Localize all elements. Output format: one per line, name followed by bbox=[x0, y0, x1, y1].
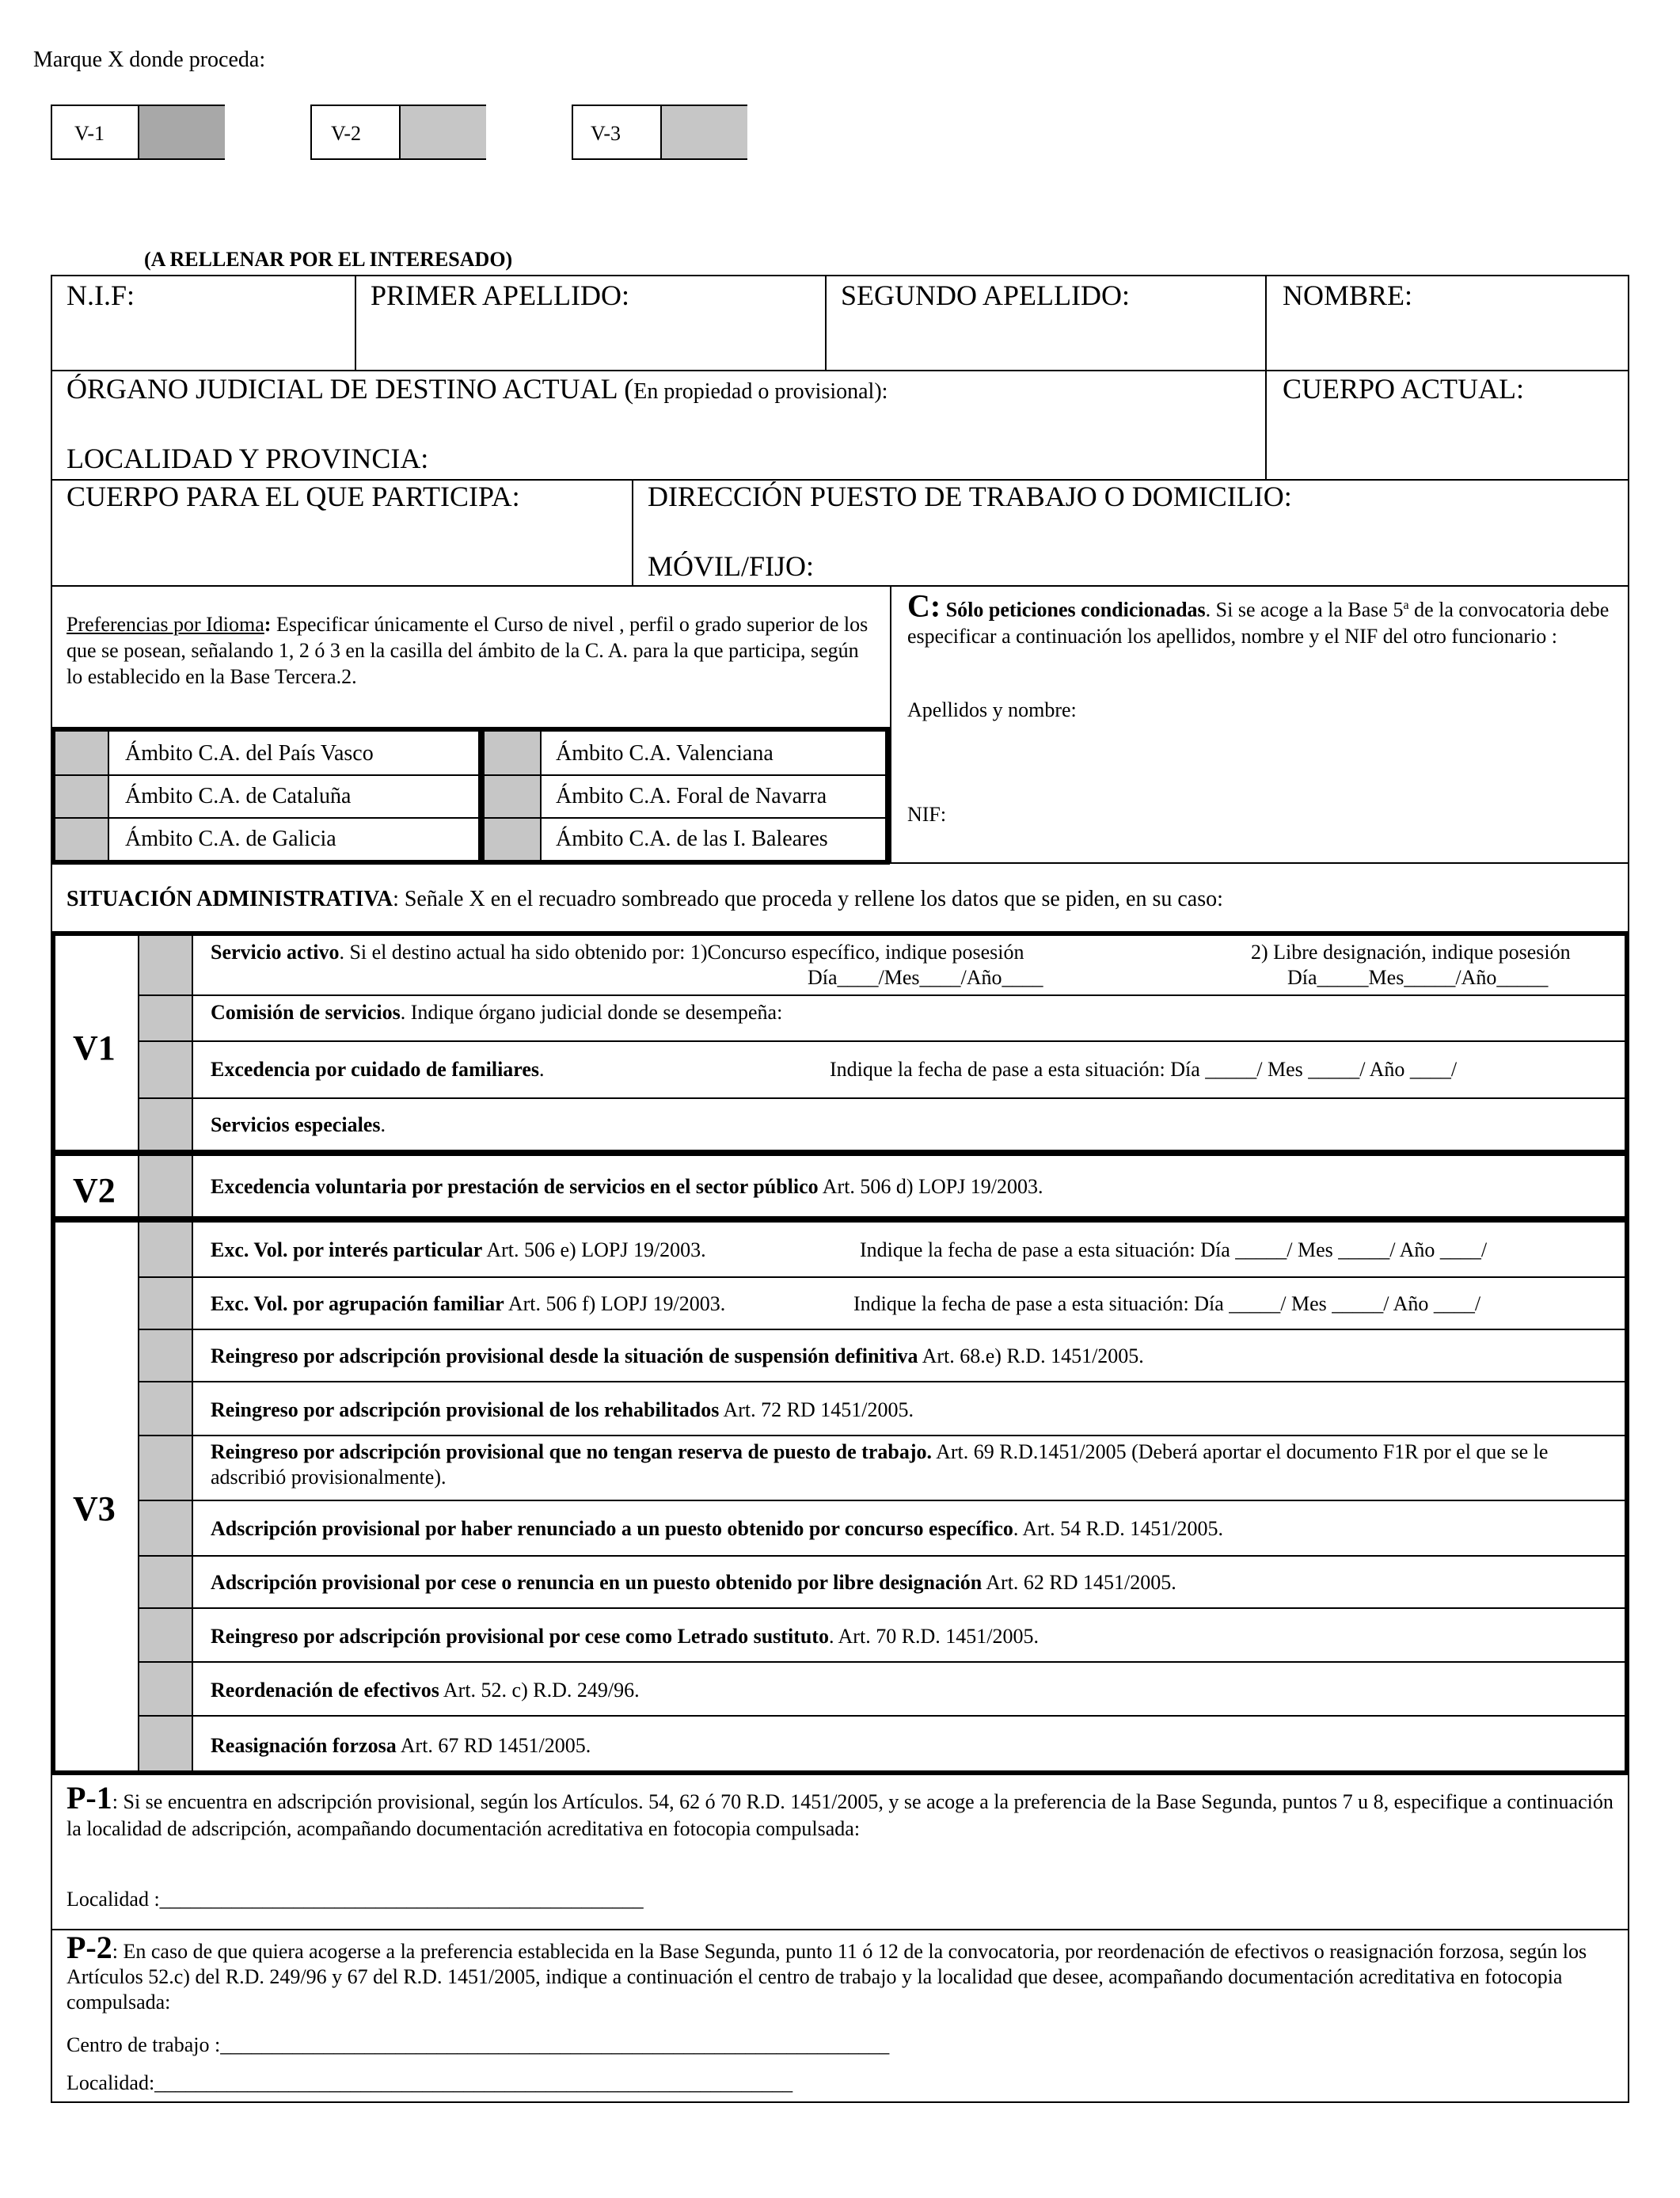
condicionadas-letter: C: bbox=[907, 588, 941, 624]
v3-libre-designacion-box[interactable] bbox=[139, 1555, 192, 1607]
v2-label: V2 bbox=[73, 1171, 116, 1210]
ambito-cataluna-box[interactable] bbox=[55, 774, 108, 817]
v3-row-5-desc: Art. 69 R.D.1451/2005 (Deberá aportar el documento F1R por el que se le adscribió provisionalmente). bbox=[211, 1440, 1549, 1489]
v3-row-2-title: Exc. Vol. por agrupación familiar bbox=[211, 1292, 504, 1315]
v1-servicios-especiales-dot: . bbox=[380, 1113, 386, 1136]
organo-label-main: ÓRGANO JUDICIAL DE DESTINO ACTUAL ( bbox=[67, 373, 634, 405]
primer-apellido-field[interactable] bbox=[358, 310, 823, 367]
cuerpo-actual-label: CUERPO ACTUAL: bbox=[1283, 373, 1525, 405]
v3-row-6-title: Adscripción provisional por haber renunciado a un puesto obtenido por concurso específico bbox=[211, 1517, 1013, 1540]
v1-comision-box[interactable] bbox=[139, 994, 192, 1040]
nif-label: N.I.F: bbox=[67, 280, 135, 311]
p2-centro-field[interactable]: Centro de trabajo :_________________________________________________________________ bbox=[67, 2033, 890, 2056]
v1-comision-desc: . Indique órgano judicial donde se desempeña: bbox=[400, 1001, 783, 1024]
v3-row-2 bbox=[211, 1292, 725, 1316]
v3-row-5 bbox=[211, 1439, 1604, 1490]
v3-row-6 bbox=[211, 1517, 1223, 1541]
instruction-text: Marque X donde proceda: bbox=[33, 48, 266, 72]
v1-servicios-especiales-text bbox=[211, 1113, 386, 1137]
nombre-field[interactable] bbox=[1268, 310, 1626, 367]
v3-row-1-desc: Art. 506 e) LOPJ 19/2003. bbox=[482, 1238, 706, 1261]
v3-row-1 bbox=[211, 1238, 706, 1262]
v1-block bbox=[51, 931, 1629, 1154]
v3-reasignacion-box[interactable] bbox=[139, 1715, 192, 1770]
v3-row-9-title: Reordenación de efectivos bbox=[211, 1679, 439, 1702]
v1-comision-title: Comisión de servicios bbox=[211, 1001, 401, 1024]
v3-block bbox=[51, 1218, 1629, 1775]
option-v3 bbox=[572, 105, 747, 160]
fill-note: (A RELLENAR POR EL INTERESADO) bbox=[144, 248, 513, 271]
condicionadas-title: Sólo peticiones condicionadas bbox=[941, 598, 1206, 622]
v3-row-4-desc: Art. 72 RD 1451/2005. bbox=[719, 1398, 914, 1421]
v3-row-7-desc: Art. 62 RD 1451/2005. bbox=[982, 1571, 1176, 1594]
v1-servicio-activo-title: Servicio activo bbox=[211, 941, 340, 964]
condicionadas-nif-field[interactable] bbox=[958, 798, 1615, 854]
p1-label: P-1 bbox=[67, 1780, 112, 1816]
v3-row-3-title: Reingreso por adscripción provisional desde la situación de suspensión definitiva bbox=[211, 1344, 918, 1367]
option-v2-label: V-2 bbox=[331, 122, 362, 145]
ambito-right-grid bbox=[480, 727, 890, 865]
v1-servicio-activo-desc: . Si el destino actual ha sido obtenido por: 1)Concurso específico, indique posesión bbox=[339, 941, 1024, 964]
v1-concurso-date[interactable]: Día____/Mes____/Año____ bbox=[808, 966, 1043, 989]
option-v2-checkbox[interactable] bbox=[399, 106, 486, 158]
v3-row-3 bbox=[211, 1344, 1144, 1368]
segundo-apellido-field[interactable] bbox=[828, 310, 1264, 367]
v3-row-7-title: Adscripción provisional por cese o renuncia en un puesto obtenido por libre designación bbox=[211, 1571, 983, 1594]
v3-row-10-desc: Art. 67 RD 1451/2005. bbox=[396, 1734, 591, 1757]
v1-libre-designacion-text: 2) Libre designación, indique posesión bbox=[1251, 941, 1571, 964]
v3-interes-particular-box[interactable] bbox=[139, 1223, 192, 1276]
v3-row-1-title: Exc. Vol. por interés particular bbox=[211, 1238, 483, 1261]
v3-renuncia-concurso-box[interactable] bbox=[139, 1500, 192, 1555]
situacion-text bbox=[67, 887, 1223, 912]
ambito-navarra-label: Ámbito C.A. Foral de Navarra bbox=[556, 784, 827, 808]
cuerpo-participa-label: CUERPO PARA EL QUE PARTICIPA: bbox=[67, 481, 520, 512]
v1-excedencia-dot: . bbox=[539, 1058, 545, 1081]
idioma-label: Preferencias por Idioma bbox=[67, 613, 264, 636]
v3-row-2-date[interactable]: Indique la fecha de pase a esta situación: Día _____/ Mes _____/ Año ____/ bbox=[853, 1292, 1481, 1315]
v3-reordenacion-box[interactable] bbox=[139, 1661, 192, 1715]
v1-excedencia-text bbox=[211, 1058, 545, 1082]
option-v1-label: V-1 bbox=[74, 122, 105, 145]
option-v3-label: V-3 bbox=[591, 122, 621, 145]
v3-row-4-title: Reingreso por adscripción provisional de los rehabilitados bbox=[211, 1398, 720, 1421]
idioma-text bbox=[67, 611, 874, 690]
condicionadas-text bbox=[907, 588, 1620, 649]
v3-row-6-desc: . Art. 54 R.D. 1451/2005. bbox=[1013, 1517, 1223, 1540]
v1-comision-text bbox=[211, 1001, 782, 1025]
v3-row-1-date[interactable]: Indique la fecha de pase a esta situación: Día _____/ Mes _____/ Año ____/ bbox=[860, 1238, 1488, 1261]
p2-text bbox=[67, 1930, 1618, 2015]
idioma-colon: : bbox=[264, 613, 272, 636]
ambito-galicia-box[interactable] bbox=[55, 817, 108, 860]
v1-servicios-especiales-box[interactable] bbox=[139, 1097, 192, 1150]
movil-fijo-label: MÓVIL/FIJO: bbox=[648, 550, 815, 582]
condicionadas-nif-label: NIF: bbox=[907, 803, 947, 826]
condicionadas-apellidos-label: Apellidos y nombre: bbox=[907, 698, 1077, 721]
option-v1 bbox=[51, 105, 225, 160]
direccion-label: DIRECCIÓN PUESTO DE TRABAJO O DOMICILIO: bbox=[648, 481, 1292, 512]
condicionadas-text-b: de la convocatoria debe especificar a continuación los apellidos, nombre y el NIF del otro funcionario : bbox=[907, 598, 1610, 648]
v3-label: V3 bbox=[73, 1489, 116, 1528]
v3-agrupacion-familiar-box[interactable] bbox=[139, 1276, 192, 1329]
v3-row-8 bbox=[211, 1625, 1039, 1648]
localidad-provincia-label: LOCALIDAD Y PROVINCIA: bbox=[67, 443, 429, 474]
p1-localidad-field[interactable]: Localidad :_______________________________________________ bbox=[67, 1888, 644, 1911]
v3-row-10 bbox=[211, 1734, 591, 1758]
p2-desc: : En caso de que quiera acogerse a la preferencia establecida en la Base Segunda, punto 11 ó 12 de la convocatoria, por reordenación de efectivos o reasignación forzosa, según los Artículos 52.c) del R.D. 249/96 y 67 del R.D. 1451/2005, indique a continuación el centro de trabajo y la localidad que desee, acompañando documentación acreditativa en fotocopia compulsada: bbox=[67, 1940, 1587, 2014]
ambito-left-grid bbox=[51, 727, 483, 865]
v1-servicio-activo-box[interactable] bbox=[139, 936, 192, 994]
nif-field[interactable] bbox=[52, 310, 353, 367]
v3-suspension-box[interactable] bbox=[139, 1329, 192, 1381]
v1-excedencia-familiares-box[interactable] bbox=[139, 1040, 192, 1097]
v3-row-9 bbox=[211, 1679, 640, 1702]
v3-row-4 bbox=[211, 1398, 914, 1422]
ambito-baleares-label: Ámbito C.A. de las I. Baleares bbox=[556, 827, 828, 851]
option-v1-checkbox[interactable] bbox=[138, 106, 225, 158]
v3-row-10-title: Reasignación forzosa bbox=[211, 1734, 397, 1757]
v3-row-3-desc: Art. 68.e) R.D. 1451/2005. bbox=[918, 1344, 1144, 1367]
v1-libre-date[interactable]: Día_____Mes_____/Año_____ bbox=[1287, 966, 1549, 989]
p2-label: P-2 bbox=[67, 1930, 112, 1965]
ambito-cataluna-label: Ámbito C.A. de Cataluña bbox=[125, 784, 352, 808]
ambito-navarra-box[interactable] bbox=[485, 774, 540, 817]
v3-row-8-desc: . Art. 70 R.D. 1451/2005. bbox=[828, 1625, 1040, 1648]
situacion-title: SITUACIÓN ADMINISTRATIVA bbox=[67, 887, 393, 911]
condicionadas-sup: a bbox=[1403, 599, 1409, 612]
v2-box[interactable] bbox=[139, 1156, 192, 1216]
p2-localidad-field[interactable]: Localidad:______________________________________________________________ bbox=[67, 2071, 793, 2094]
v3-rehabilitados-box[interactable] bbox=[139, 1381, 192, 1435]
p1-text bbox=[67, 1780, 1618, 1842]
ambito-valenciana-box[interactable] bbox=[485, 732, 540, 774]
nombre-label: NOMBRE: bbox=[1283, 280, 1413, 311]
v3-row-8-title: Reingreso por adscripción provisional por cese como Letrado sustituto bbox=[211, 1625, 829, 1648]
idioma-description: Especificar únicamente el Curso de nivel , perfil o grado superior de los que se posean, señalando 1, 2 ó 3 en la casilla del ámbito de la C. A. para la que participa, según lo establecido en la Base Tercera.2. bbox=[67, 613, 869, 688]
v1-servicio-activo-text bbox=[211, 941, 1024, 964]
v3-row-7 bbox=[211, 1571, 1176, 1595]
v2-desc: Art. 506 d) LOPJ 19/2003. bbox=[818, 1175, 1043, 1198]
ambito-valenciana-label: Ámbito C.A. Valenciana bbox=[556, 741, 773, 766]
organo-label bbox=[67, 372, 888, 405]
primer-apellido-label: PRIMER APELLIDO: bbox=[371, 280, 630, 311]
option-v2 bbox=[310, 105, 486, 160]
ambito-pais-vasco-box[interactable] bbox=[55, 732, 108, 774]
v1-label: V1 bbox=[73, 1029, 116, 1067]
option-v3-checkbox[interactable] bbox=[660, 106, 747, 158]
v3-row-2-desc: Art. 506 f) LOPJ 19/2003. bbox=[504, 1292, 726, 1315]
organo-label-small: En propiedad o provisional): bbox=[633, 379, 888, 404]
situacion-instruction: : Señale X en el recuadro sombreado que proceda y rellene los datos que se piden, en su caso: bbox=[393, 887, 1223, 911]
segundo-apellido-label: SEGUNDO APELLIDO: bbox=[841, 280, 1130, 311]
v3-row-9-desc: Art. 52. c) R.D. 249/96. bbox=[439, 1679, 640, 1702]
v1-excedencia-title: Excedencia por cuidado de familiares bbox=[211, 1058, 540, 1081]
v3-row-5-title: Reingreso por adscripción provisional que no tengan reserva de puesto de trabajo. bbox=[211, 1440, 933, 1463]
ambito-pais-vasco-label: Ámbito C.A. del País Vasco bbox=[125, 741, 374, 766]
v3-letrado-sustituto-box[interactable] bbox=[139, 1607, 192, 1661]
v3-sin-reserva-box[interactable] bbox=[139, 1435, 192, 1500]
p1-desc: : Si se encuentra en adscripción provisional, según los Artículos. 54, 62 ó 70 R.D. 1451/2005, y se acoge a la preferencia de la Base Segunda, puntos 7 u 8, especifique a continuación la localidad de adscripción, acompañando documentación acreditativa en fotocopia compulsada: bbox=[67, 1790, 1613, 1840]
condicionadas-apellidos-field[interactable] bbox=[907, 725, 1620, 797]
v2-block bbox=[51, 1151, 1629, 1221]
v1-excedencia-date[interactable]: Indique la fecha de pase a esta situación: Día _____/ Mes _____/ Año ____/ bbox=[830, 1058, 1458, 1081]
v1-servicios-especiales-title: Servicios especiales bbox=[211, 1113, 381, 1136]
condicionadas-text-a: . Si se acoge a la Base 5 bbox=[1205, 598, 1404, 622]
v2-title: Excedencia voluntaria por prestación de servicios en el sector público bbox=[211, 1175, 819, 1198]
v2-text bbox=[211, 1175, 1043, 1199]
ambito-galicia-label: Ámbito C.A. de Galicia bbox=[125, 827, 336, 851]
ambito-baleares-box[interactable] bbox=[485, 817, 540, 860]
